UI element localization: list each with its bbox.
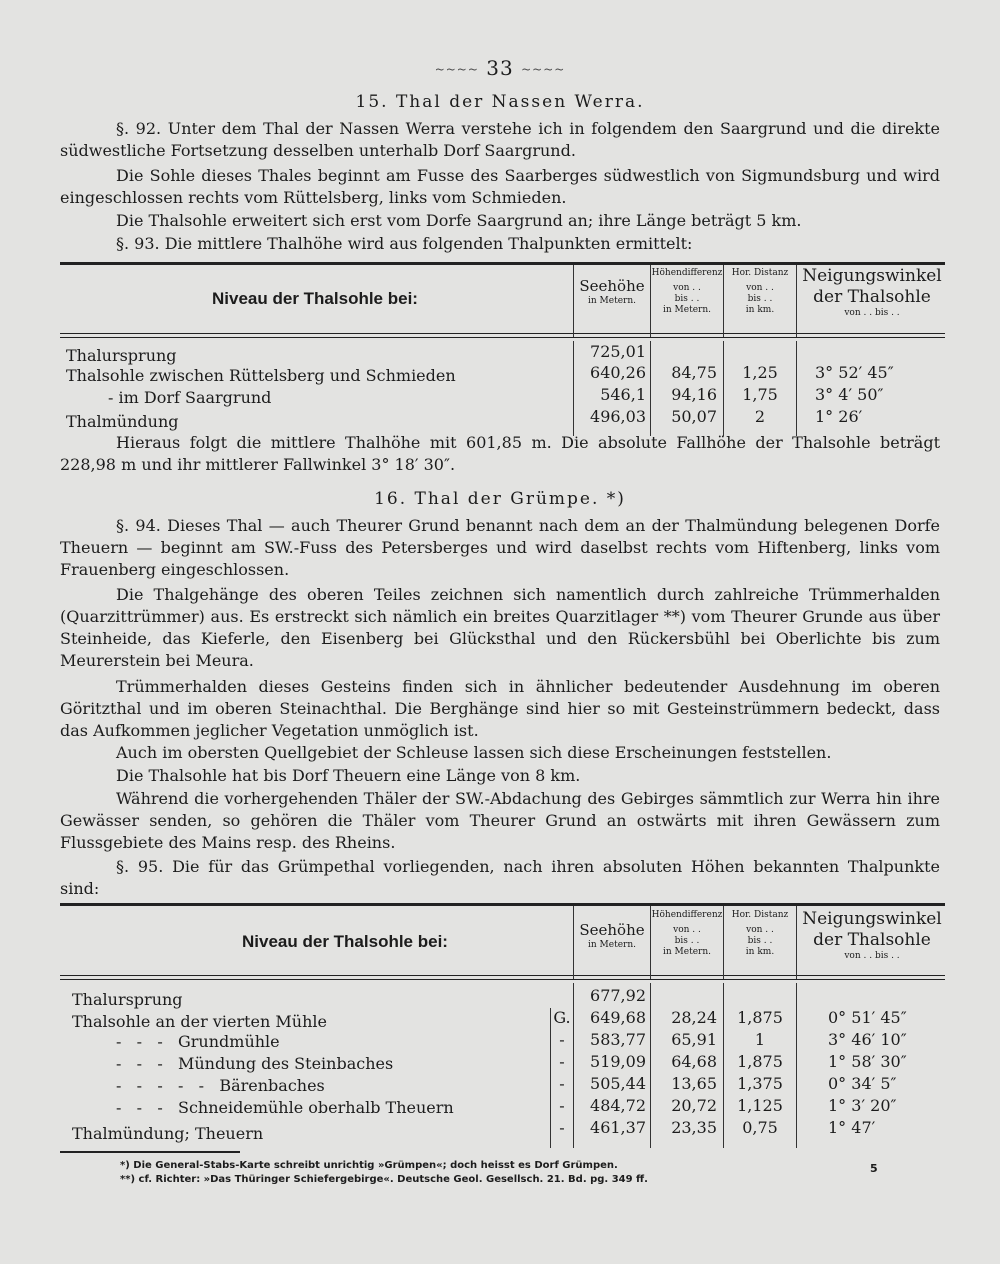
table-2-cell-angle: 1° 47′ [828,1118,876,1137]
table-1-cell-seehoehe: 496,03 [590,407,646,426]
table-1-cell-name: Thalsohle zwischen Rüttelsberg und Schmieden [66,366,456,385]
table-2-cell-mark: - [559,1096,565,1115]
table-1-top-rule [60,262,945,265]
table-2-cell-seehoehe: 484,72 [590,1096,646,1115]
table-2-cell-dist: 1,375 [737,1074,783,1093]
section-15-title: 15. Thal der Nassen Werra. [355,92,645,112]
table-2-header-rule-b [60,979,945,980]
table-1-cell-diff: 84,75 [671,363,717,382]
paragraph-92-sohle [60,165,940,209]
table-2-header-hoehendiff-unit: in Metern. [663,947,711,957]
table-1-header-hor [724,268,796,316]
page-number [0,56,1000,80]
paragraph-94-text: §. 94. Dieses Thal — auch Theurer Grund benannt nach dem an der Thalmündung belegenen Dorfe Theuern — beginnt am SW.-Fuss des Petersberges und wird daselbst rechts vom Hiftenberg, links vom Frauenberg eingeschlossen. [60,516,940,579]
table-2-cell-diff: 23,35 [671,1118,717,1137]
table-2-header-neigung-2: der Thalsohle [813,930,931,950]
table-2-cell-dist: 0,75 [742,1118,778,1137]
table-2-cell-seehoehe: 519,09 [590,1052,646,1071]
paragraph-hieraus [60,432,940,476]
table-2-cell-name: Thalsohle an der vierten Mühle [72,1012,327,1031]
table-2-cell-diff: 65,91 [671,1030,717,1049]
table-1-cell-seehoehe: 546,1 [600,385,646,404]
footnote-rule [60,1151,240,1153]
table-2-cell-angle: 3° 46′ 10″ [828,1030,907,1049]
table-1-header-neigung-1: Neigungswinkel [802,266,942,286]
table-2-top-rule [60,903,945,906]
table-2-header-hoehendiff-label: Höhendifferenz [651,910,723,920]
table-2-header-hoehendiff-bis: bis . . [674,936,700,946]
table-1-cell-diff: 50,07 [671,407,717,426]
page-number-ornament-left: ~~~~ [434,62,479,77]
table-2-cell-angle: 0° 34′ 5″ [828,1074,897,1093]
paragraph-95-text: §. 95. Die für das Grümpethal vorliegenden, nach ihren absoluten Höhen bekannten Thalpunkte sind: [60,857,940,898]
table-2-header-seehoehe-label: Seehöhe [579,921,645,939]
paragraph-95 [60,856,940,900]
table-1-header-seehoehe [574,277,650,307]
table-1-cell-seehoehe: 640,26 [590,363,646,382]
table-2-cell-name: - - - Mündung des Steinbaches [116,1054,394,1073]
table-1-header-hoehendiff-von: von . . [673,283,701,293]
table-2-cell-diff: 64,68 [671,1052,717,1071]
table-2-cell-mark: G. [553,1008,571,1027]
paragraph-92 [60,118,940,162]
table-1-header-neigung-2: der Thalsohle [813,287,931,307]
table-2-header-neigung [797,909,947,962]
table-1-header-neigung-vonbis: von . . bis . . [844,308,900,318]
table-1-header-seehoehe-label: Seehöhe [579,277,645,295]
paragraph-laenge-text: Die Thalsohle hat bis Dorf Theuern eine Länge von 8 km. [116,766,581,785]
footnote-1: *) Die General-Stabs-Karte schreibt unrichtig »Grümpen«; doch heisst es Dorf Grümpen. [120,1160,618,1171]
table-2-cell-diff: 28,24 [671,1008,717,1027]
paragraph-hieraus-text: Hieraus folgt die mittlere Thalhöhe mit 601,85 m. Die absolute Fallhöhe der Thalsohle beträgt 228,98 m und ihr mittlerer Fallwinkel 3° 18′ 30″. [60,433,940,474]
table-2-cell-angle: 1° 3′ 20″ [828,1096,897,1115]
paragraph-truemmerhalden-text: Trümmerhalden dieses Gesteins finden sich in ähnlicher bedeutender Ausdehnung im oberen Göritzthal und im oberen Steinachthal. Die Berghänge sind hier so mit Gesteinstrümmern bedeckt, dass das Aufkommen jeglicher Vegetation unmöglich ist. [60,677,940,740]
table-2-vline-body-4 [796,983,797,1148]
section-16-title: 16. Thal der Grümpe. *) [374,489,626,509]
table-2-cell-dist: 1 [754,1030,766,1049]
paragraph-93-text: §. 93. Die mittlere Thalhöhe wird aus folgenden Thalpunkten ermittelt: [116,234,693,253]
table-2-cell-name: - - - Schneidemühle oberhalb Theuern [116,1098,454,1117]
table-1-cell-seehoehe: 725,01 [590,342,646,361]
paragraph-93 [60,233,940,255]
footnote-2: **) cf. Richter: »Das Thüringer Schiefergebirge«. Deutsche Geol. Gesellsch. 21. Bd. pg. 349 ff. [120,1174,648,1185]
table-2-cell-mark: - [559,1052,565,1071]
table-2-header-hor [724,910,796,958]
table-1-header-hor-unit: in km. [745,305,775,315]
table-2-cell-diff: 20,72 [671,1096,717,1115]
paragraph-92-erweitert-text: Die Thalsohle erweitert sich erst vom Dorfe Saargrund an; ihre Länge beträgt 5 km. [116,211,802,230]
paragraph-waehrend [60,788,940,854]
table-2-header-seehoehe [574,921,650,951]
table-1-header-neigung [797,266,947,319]
paragraph-quellgebiet-text: Auch im obersten Quellgebiet der Schleuse lassen sich diese Erscheinungen feststellen. [116,743,832,762]
paragraph-94 [60,515,940,581]
table-1-header-rule-a [60,333,945,334]
table-2-cell-name: Thalmündung; Theuern [72,1124,264,1143]
table-1-header-hoehendiff-label: Höhendifferenz [651,268,723,278]
table-2-cell-angle: 0° 51′ 45″ [828,1008,907,1027]
table-2-cell-name: - - - - - Bärenbaches [116,1076,325,1095]
paragraph-92-erweitert [60,210,940,232]
table-2-header-hor-von: von . . [746,925,774,935]
table-1-cell-angle: 3° 52′ 45″ [815,363,894,382]
table-1-cell-name: - im Dorf Saargrund [108,388,272,407]
page-number-value: 33 [486,56,514,80]
table-1-header-hor-label: Hor. Distanz [731,268,789,278]
table-1-cell-name: Thalmündung [66,412,179,431]
table-1-header-seehoehe-unit: in Metern. [588,296,636,306]
table-2-cell-seehoehe: 649,68 [590,1008,646,1027]
table-2-cell-seehoehe: 505,44 [590,1074,646,1093]
table-2-cell-angle: 1° 58′ 30″ [828,1052,907,1071]
table-2-header-rule-a [60,975,945,976]
table-1-header-niveau: Niveau der Thalsohle bei: [212,289,418,308]
table-1-header-rule-b [60,337,945,338]
paragraph-thalgehaenge-text: Die Thalgehänge des oberen Teiles zeichnen sich namentlich durch zahlreiche Trümmerhalden (Quarzittrümmer) aus. Es erstreckt sich nämlich ein breites Quarzitlager **) vom Theurer Grunde aus über Steinheide, das Kieferle, den Eisenberg bei Glücksthal und den Rückersbühl bei Oberlichte bis zum Meurerstein bei Meura. [60,585,940,670]
page-number-ornament-right: ~~~~ [521,62,566,77]
table-1-cell-angle: 1° 26′ [815,407,863,426]
table-1-header-hor-von: von . . [746,283,774,293]
table-1-cell-diff: 94,16 [671,385,717,404]
table-2-cell-dist: 1,125 [737,1096,783,1115]
paragraph-92-sohle-text: Die Sohle dieses Thales beginnt am Fusse des Saarberges südwestlich von Sigmundsburg und wird eingeschlossen rechts vom Rüttelsberg, links vom Schmieden. [60,166,940,207]
paragraph-truemmerhalden [60,676,940,742]
table-1-header-hor-bis: bis . . [747,294,773,304]
paragraph-92-text: §. 92. Unter dem Thal der Nassen Werra verstehe ich in folgendem den Saargrund und die direkte südwestliche Fortsetzung desselben unterhalb Dorf Saargrund. [60,119,940,160]
table-2-cell-seehoehe: 583,77 [590,1030,646,1049]
table-2-cell-name: - - - Grundmühle [116,1032,280,1051]
table-2-cell-dist: 1,875 [737,1008,783,1027]
table-2-header-seehoehe-unit: in Metern. [588,940,636,950]
table-2-cell-seehoehe: 461,37 [590,1118,646,1137]
table-2-cell-mark: - [559,1030,565,1049]
table-1-cell-dist: 1,25 [742,363,778,382]
table-1-cell-dist: 1,75 [742,385,778,404]
table-2-header-hor-bis: bis . . [747,936,773,946]
paragraph-thalgehaenge [60,584,940,672]
table-2-cell-diff: 13,65 [671,1074,717,1093]
signature-mark: 5 [870,1162,878,1175]
table-2-cell-mark: - [559,1118,565,1137]
table-2-header-hoehendiff-von: von . . [673,925,701,935]
table-1-header-hoehendiff [651,268,723,316]
table-2-cell-seehoehe: 677,92 [590,986,646,1005]
table-1-cell-angle: 3° 4′ 50″ [815,385,884,404]
table-1-cell-name: Thalursprung [66,346,177,365]
table-1-header-hoehendiff-unit: in Metern. [663,305,711,315]
table-2-header-neigung-vonbis: von . . bis . . [844,951,900,961]
table-2-header-hor-label: Hor. Distanz [731,910,789,920]
table-2-cell-mark: - [559,1074,565,1093]
table-2-header-niveau: Niveau der Thalsohle bei: [242,932,448,951]
table-2-header-neigung-1: Neigungswinkel [802,909,942,929]
table-1-cell-dist: 2 [754,407,766,426]
table-2-cell-dist: 1,875 [737,1052,783,1071]
paragraph-laenge [60,765,940,787]
paragraph-waehrend-text: Während die vorhergehenden Thäler der SW.-Abdachung des Gebirges sämmtlich zur Werra hin ihre Gewässer senden, so gehören die Thäler vom Theurer Grund an ostwärts mit ihren Gewässern zum Flussgebiete des Mains resp. des Rheins. [60,789,940,852]
table-2-cell-name: Thalursprung [72,990,183,1009]
table-1-header-hoehendiff-bis: bis . . [674,294,700,304]
table-2-header-hoehendiff [651,910,723,958]
table-1-vline-body-4 [796,341,797,436]
table-2-header-hor-unit: in km. [745,947,775,957]
paragraph-quellgebiet [60,742,940,764]
